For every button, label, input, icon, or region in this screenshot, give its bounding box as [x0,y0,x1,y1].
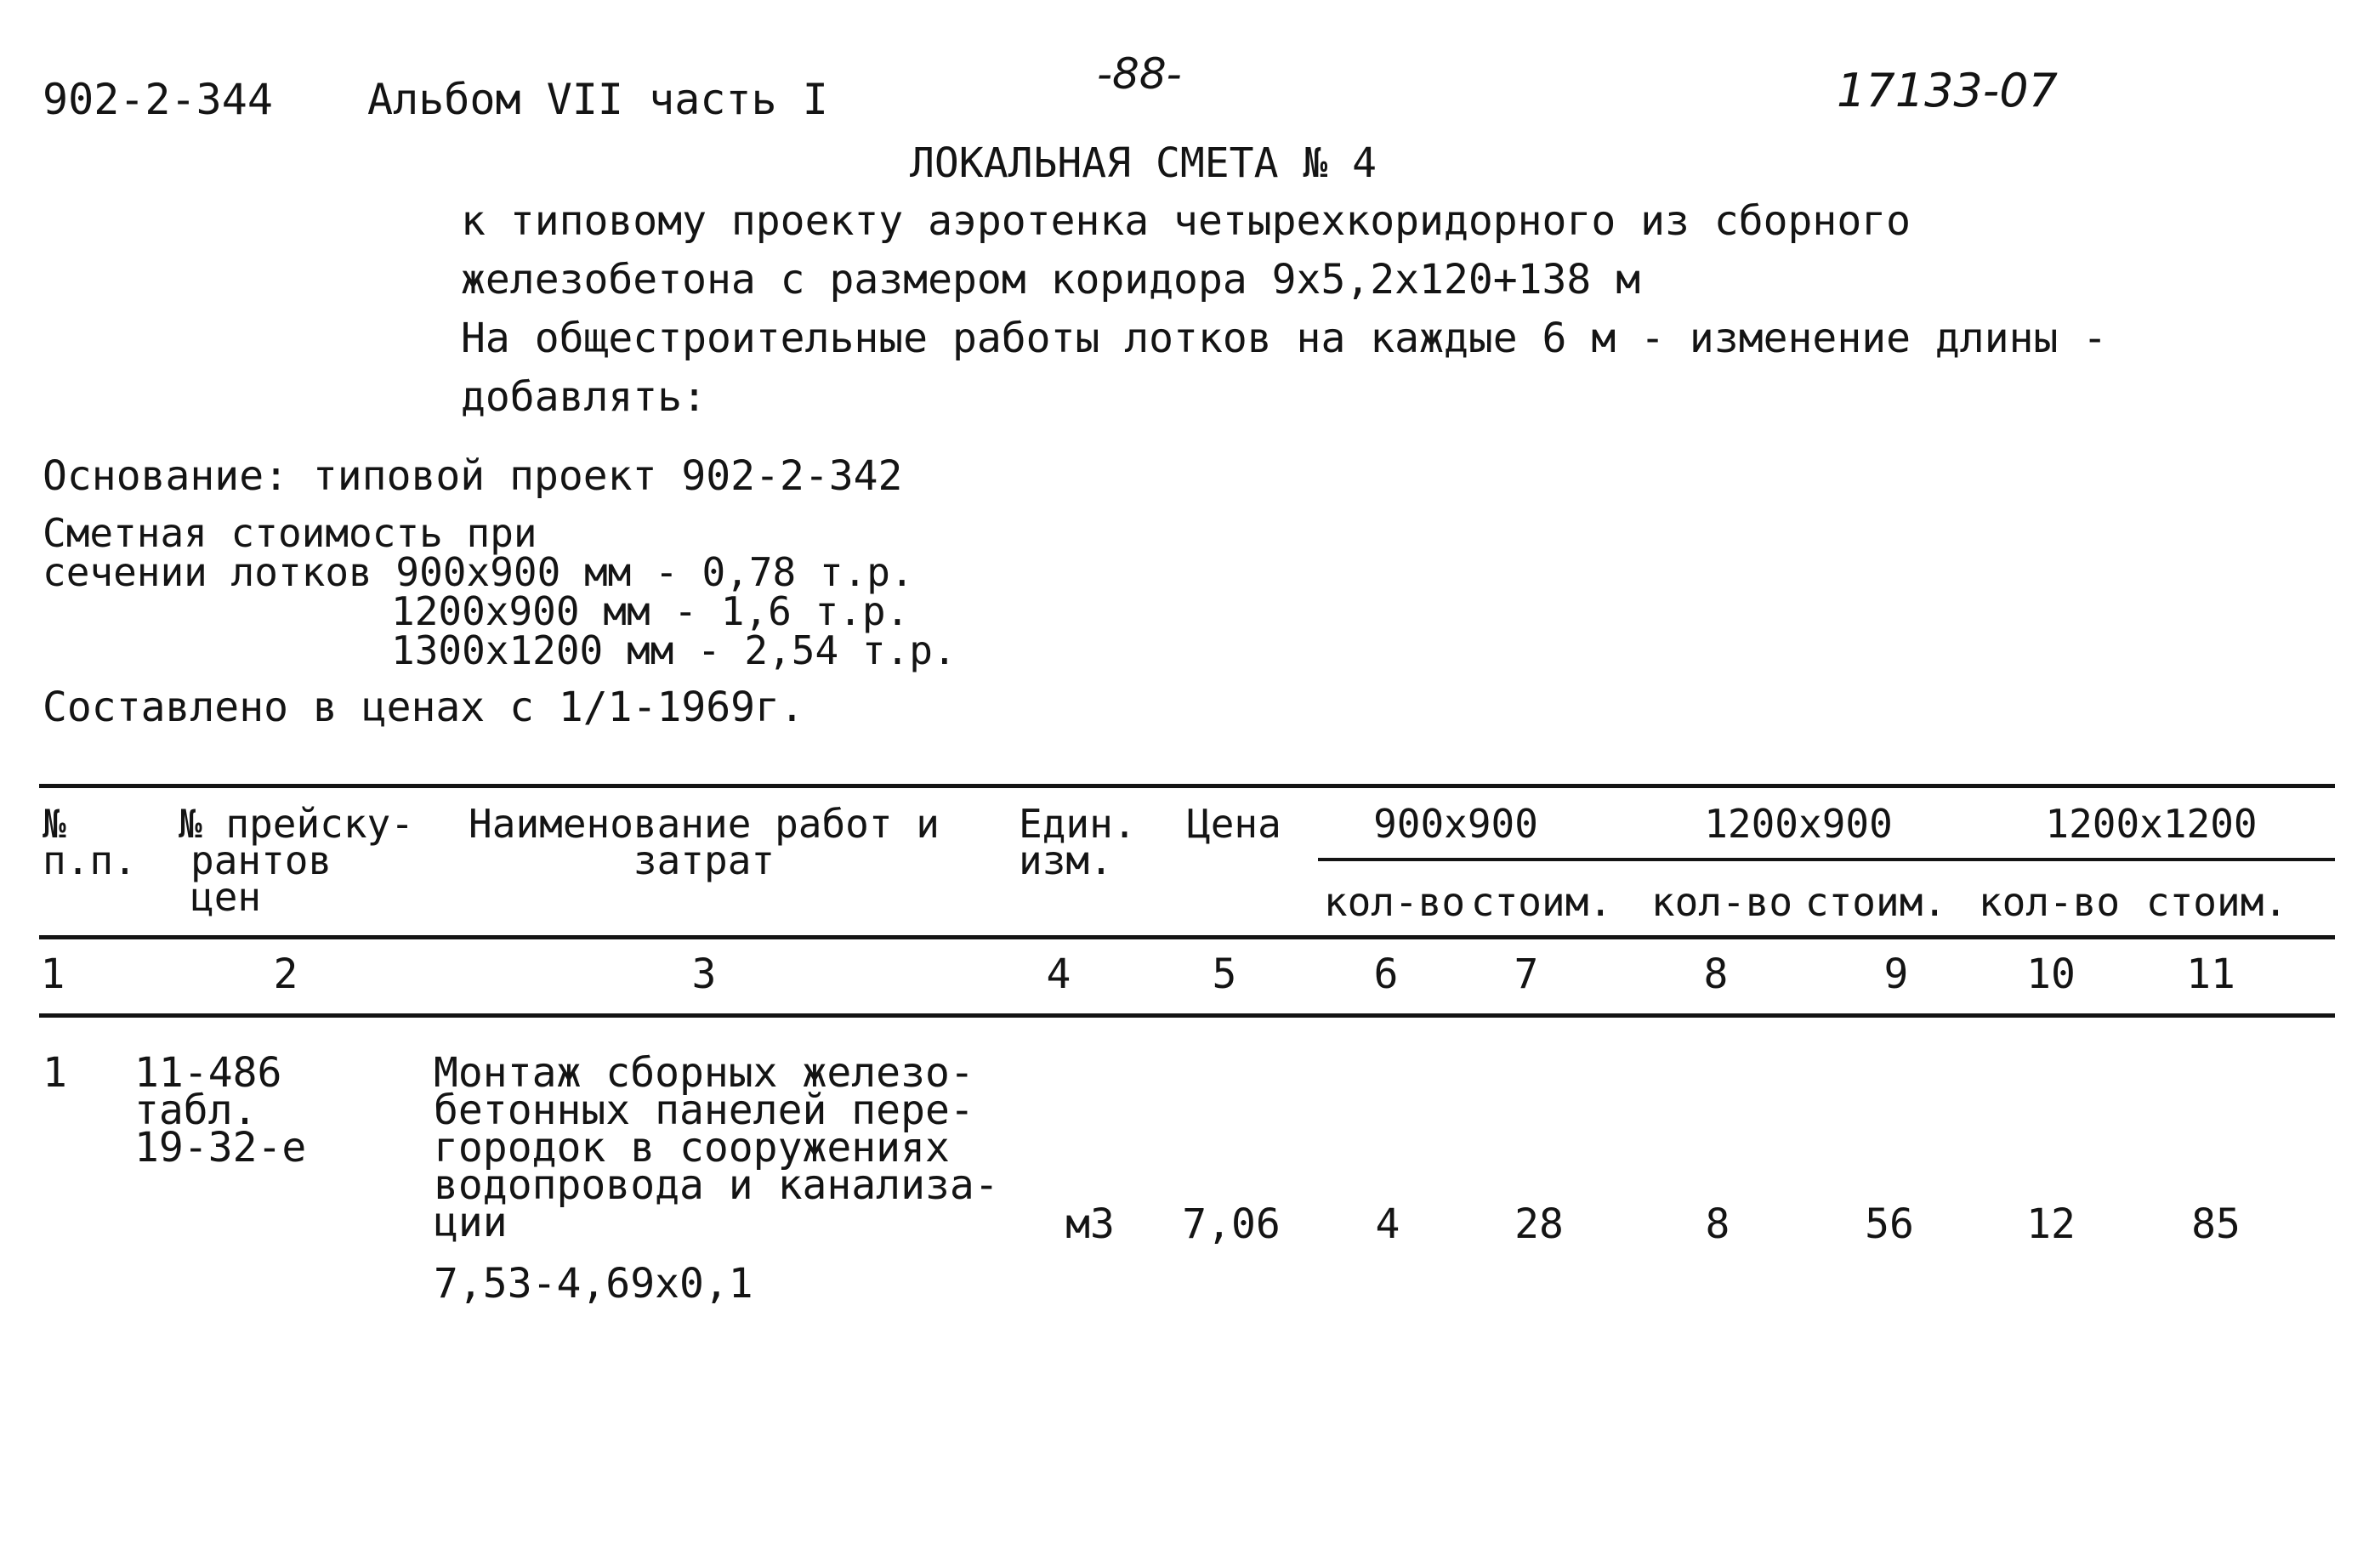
subtitle-line: железобетона с размером коридора 9х5,2х120+138 м [461,256,1641,304]
project-code: 902-2-344 [43,75,273,124]
column-number: 11 [2186,950,2235,998]
subheader-cost: стоим. [1470,879,1613,925]
column-number: 2 [273,950,298,998]
group-header-1200x1200: 1200х1200 [2045,801,2258,847]
row-price: 7,06 [1182,1200,1281,1248]
page-number: -88- [1097,49,1182,99]
row-calculation: 7,53-4,69х0,1 [434,1260,753,1308]
basis-note: Основание: типовой проект 902-2-342 [43,452,903,500]
header-description: Наименование работ и затрат [469,801,940,883]
subtitle-line: На общестроительные работы лотков на каждые 6 м - изменение длины - [461,315,2108,362]
document-number: 17133-07 [1837,64,2058,117]
column-number: 7 [1514,950,1539,998]
subheader-cost: стоим. [2145,879,2288,925]
row-number: 1 [43,1049,67,1097]
group-header-1200x900: 1200х900 [1704,801,1893,847]
row-cost: 56 [1865,1200,1914,1248]
album-label: Альбом VII часть I [367,75,828,124]
header-bottom-rule [39,935,2335,939]
header-price-list: № прейску- рантов цен [179,801,414,920]
subheader-quantity: кол-во [1323,879,1466,925]
subtitle-line: добавлять: [461,373,707,421]
row-cost: 28 [1514,1200,1564,1248]
cost-line: сечении лотков 900х900 мм - 0,78 т.р. [43,549,914,595]
column-number: 5 [1212,950,1237,998]
header-price: Цена [1187,801,1281,847]
header-unit: Един. изм. [1019,801,1137,883]
row-quantity: 8 [1705,1200,1730,1248]
row-unit: м3 [1065,1200,1115,1248]
column-number: 10 [2026,950,2076,998]
subheader-quantity: кол-во [1650,879,1793,925]
page-title: ЛОКАЛЬНАЯ СМЕТА № 4 [910,139,1377,187]
row-cost: 85 [2191,1200,2241,1248]
cost-line: 1300х1200 мм - 2,54 т.р. [391,627,957,673]
row-quantity: 4 [1375,1200,1400,1248]
subtitle-line: к типовому проекту аэротенка четырехкоридорного из сборного [461,197,1911,245]
group-header-rule [1318,858,2335,861]
table-top-rule [39,784,2335,788]
cost-line: 1200х900 мм - 1,6 т.р. [391,588,910,634]
row-quantity: 12 [2026,1200,2076,1248]
column-numbers-rule [39,1013,2335,1018]
cost-line: Сметная стоимость при [43,510,537,556]
subheader-quantity: кол-во [1978,879,2121,925]
header-number: № п.п. [43,801,137,883]
column-number: 8 [1703,950,1729,998]
column-number: 4 [1046,950,1071,998]
row-price-ref: 11-486 табл. 19-32-е [134,1049,307,1172]
row-description: Монтаж сборных железо- бетонных панелей пере- городок в сооружениях водопровода и канализа- ции [434,1049,999,1246]
column-number: 9 [1883,950,1909,998]
column-number: 3 [691,950,717,998]
column-number: 1 [40,950,65,998]
prices-note: Составлено в ценах с 1/1-1969г. [43,684,804,731]
group-header-900x900: 900х900 [1373,801,1538,847]
subheader-cost: стоим. [1804,879,1947,925]
column-number: 6 [1373,950,1399,998]
